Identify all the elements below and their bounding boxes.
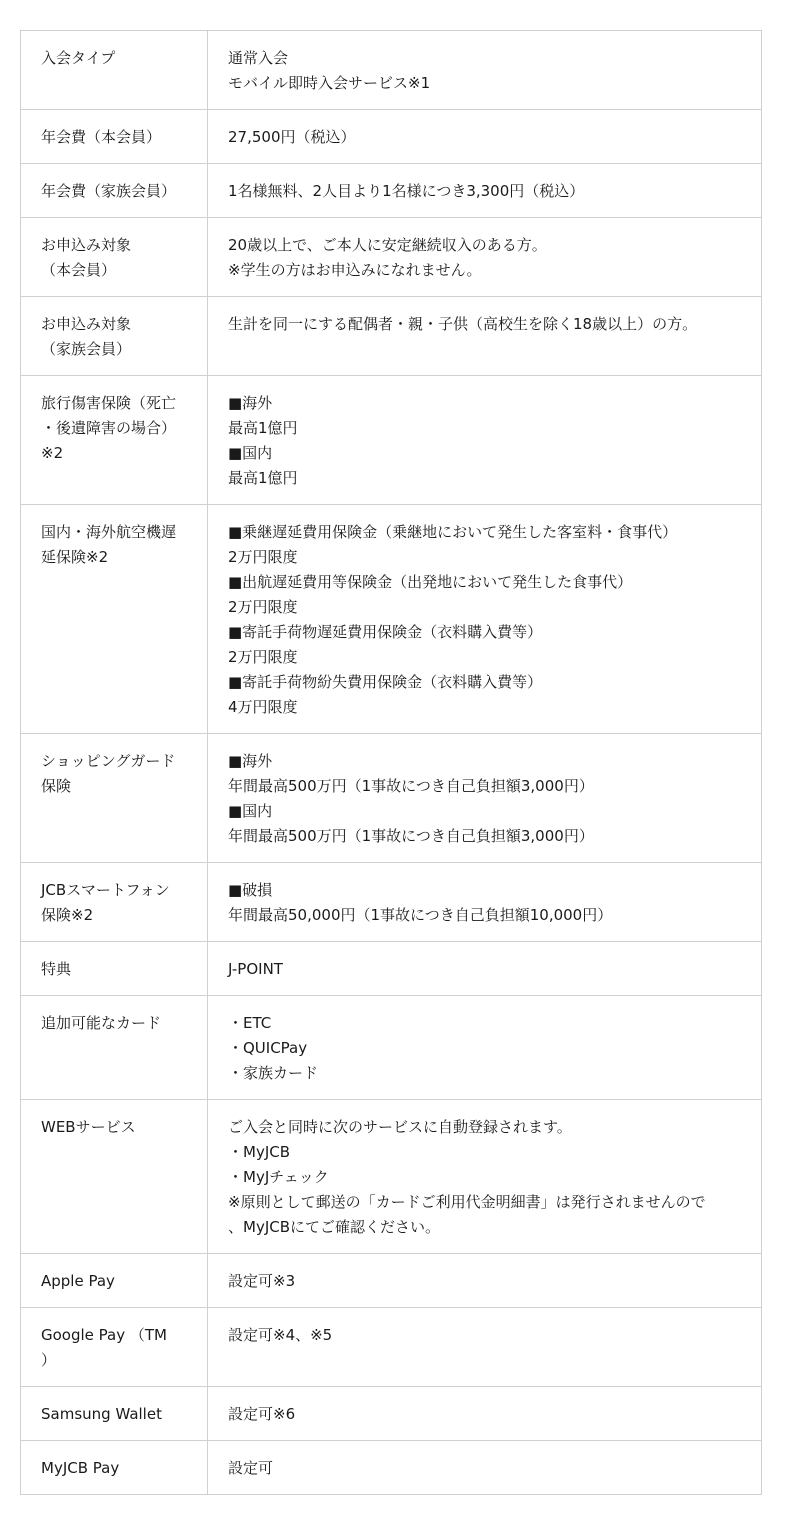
row-label (21, 1254, 208, 1307)
row-label-line: 年会費（家族会員） (41, 182, 177, 200)
row-value-line: 27,500円（税込） (228, 128, 356, 146)
row-label (21, 505, 208, 733)
row-value-line: ■破損 (228, 881, 273, 899)
row-label-line: 延保険※2 (41, 548, 109, 566)
row-label (21, 110, 208, 163)
row-annual-fee-family (21, 164, 761, 218)
card-spec-table (20, 30, 762, 1495)
row-label-line: 国内・海外航空機遅 (41, 523, 177, 541)
row-label-line: （家族会員） (41, 340, 132, 358)
row-value-line: ■乗継遅延費用保険金（乗継地において発生した客室料・食事代） (228, 523, 678, 541)
row-value (208, 31, 761, 109)
row-value (208, 1441, 761, 1494)
row-value-line: ・家族カード (228, 1064, 319, 1082)
row-value-line: ■出航遅延費用等保険金（出発地において発生した食事代） (228, 573, 633, 591)
row-label (21, 376, 208, 504)
row-value-line: 設定可 (228, 1459, 274, 1477)
row-label-line: 入会タイプ (41, 49, 116, 67)
row-travel-insurance (21, 376, 761, 505)
row-label (21, 1308, 208, 1386)
row-value (208, 297, 761, 375)
row-google-pay (21, 1308, 761, 1387)
row-label-line: WEBサービス (41, 1118, 136, 1136)
row-value-line: 、MyJCBにてご確認ください。 (228, 1218, 441, 1236)
row-value (208, 376, 761, 504)
row-myjcb-pay (21, 1441, 761, 1495)
row-shopping-guard (21, 734, 761, 863)
row-label-line: 保険※2 (41, 906, 94, 924)
row-label-line: 保険 (41, 777, 72, 795)
row-value-line: ■寄託手荷物遅延費用保険金（衣料購入費等） (228, 623, 543, 641)
row-value (208, 218, 761, 296)
row-label-line: （本会員） (41, 261, 117, 279)
row-additional-cards (21, 996, 761, 1100)
row-label-line: お申込み対象 (41, 236, 132, 254)
row-value (208, 734, 761, 862)
row-value-line: ■海外 (228, 394, 273, 412)
row-value (208, 1387, 761, 1440)
row-value-line: 年間最高500万円（1事故につき自己負担額3,000円） (228, 827, 594, 845)
row-samsung-wallet (21, 1387, 761, 1441)
row-label (21, 218, 208, 296)
row-label-line: ・後遺障害の場合） (41, 419, 177, 437)
row-label-line: Samsung Wallet (41, 1405, 162, 1423)
row-label-line: 旅行傷害保険（死亡 (41, 394, 177, 412)
row-apple-pay (21, 1254, 761, 1308)
row-label (21, 734, 208, 862)
row-value-line: ※学生の方はお申込みになれません。 (228, 261, 482, 279)
row-label-line: JCBスマートフォン (41, 881, 170, 899)
row-value-line: 年間最高500万円（1事故につき自己負担額3,000円） (228, 777, 594, 795)
row-label (21, 297, 208, 375)
row-value-line: 通常入会 (228, 49, 289, 67)
row-value-line: ・ETC (228, 1014, 272, 1032)
row-annual-fee-main (21, 110, 761, 164)
row-value (208, 1254, 761, 1307)
row-value-line: 最高1億円 (228, 419, 298, 437)
row-label-line: MyJCB Pay (41, 1459, 120, 1477)
row-value-line: ・MyJCB (228, 1143, 291, 1161)
row-value-line: 設定可※4、※5 (228, 1326, 333, 1344)
row-value-line: ・MyJチェック (228, 1168, 329, 1186)
row-value-line: 年間最高50,000円（1事故につき自己負担額10,000円） (228, 906, 613, 924)
row-eligibility-main (21, 218, 761, 297)
row-value-line: J-POINT (228, 960, 283, 978)
row-value-line: 4万円限度 (228, 698, 298, 716)
row-value (208, 164, 761, 217)
row-web-services (21, 1100, 761, 1254)
row-value (208, 110, 761, 163)
row-flight-delay-insurance (21, 505, 761, 734)
row-label-line: Google Pay （TM (41, 1326, 167, 1344)
row-label (21, 1441, 208, 1494)
row-value-line: 設定可※6 (228, 1405, 296, 1423)
row-benefits (21, 942, 761, 996)
row-label (21, 164, 208, 217)
row-value (208, 1308, 761, 1386)
row-value-line: モバイル即時入会サービス※1 (228, 74, 431, 92)
row-label (21, 1100, 208, 1253)
row-value-line: 20歳以上で、ご本人に安定継続収入のある方。 (228, 236, 547, 254)
row-value-line: ■国内 (228, 802, 273, 820)
row-value (208, 505, 761, 733)
row-value (208, 1100, 761, 1253)
row-value-line: ■寄託手荷物紛失費用保険金（衣料購入費等） (228, 673, 543, 691)
row-value (208, 942, 761, 995)
row-label-line: ショッピングガード (41, 752, 176, 770)
row-label-line: ※2 (41, 444, 64, 462)
row-value-line: ご入会と同時に次のサービスに自動登録されます。 (228, 1118, 572, 1136)
row-value (208, 996, 761, 1099)
row-value-line: 最高1億円 (228, 469, 298, 487)
row-value-line: 2万円限度 (228, 598, 298, 616)
row-value-line: 1名様無料、2人目より1名様につき3,300円（税込） (228, 182, 585, 200)
row-label-line: 年会費（本会員） (41, 128, 162, 146)
row-value-line: ■海外 (228, 752, 273, 770)
row-smartphone-insurance (21, 863, 761, 942)
row-value-line: ※原則として郵送の「カードご利用代金明細書」は発行されませんので (228, 1193, 706, 1211)
row-value-line: 2万円限度 (228, 548, 298, 566)
row-label-line: 追加可能なカード (41, 1014, 162, 1032)
row-label-line: ） (41, 1351, 57, 1369)
row-label-line: お申込み対象 (41, 315, 132, 333)
row-label (21, 31, 208, 109)
row-value-line: ■国内 (228, 444, 273, 462)
row-value-line: 設定可※3 (228, 1272, 296, 1290)
row-value (208, 863, 761, 941)
row-label (21, 942, 208, 995)
row-value-line: ・QUICPay (228, 1039, 308, 1057)
row-label (21, 996, 208, 1099)
row-eligibility-family (21, 297, 761, 376)
row-value-line: 生計を同一にする配偶者・親・子供（高校生を除く18歳以上）の方。 (228, 315, 698, 333)
row-value-line: 2万円限度 (228, 648, 298, 666)
row-label (21, 863, 208, 941)
row-label (21, 1387, 208, 1440)
row-label-line: 特典 (41, 960, 72, 978)
row-label-line: Apple Pay (41, 1272, 115, 1290)
row-membership-type (21, 31, 761, 110)
